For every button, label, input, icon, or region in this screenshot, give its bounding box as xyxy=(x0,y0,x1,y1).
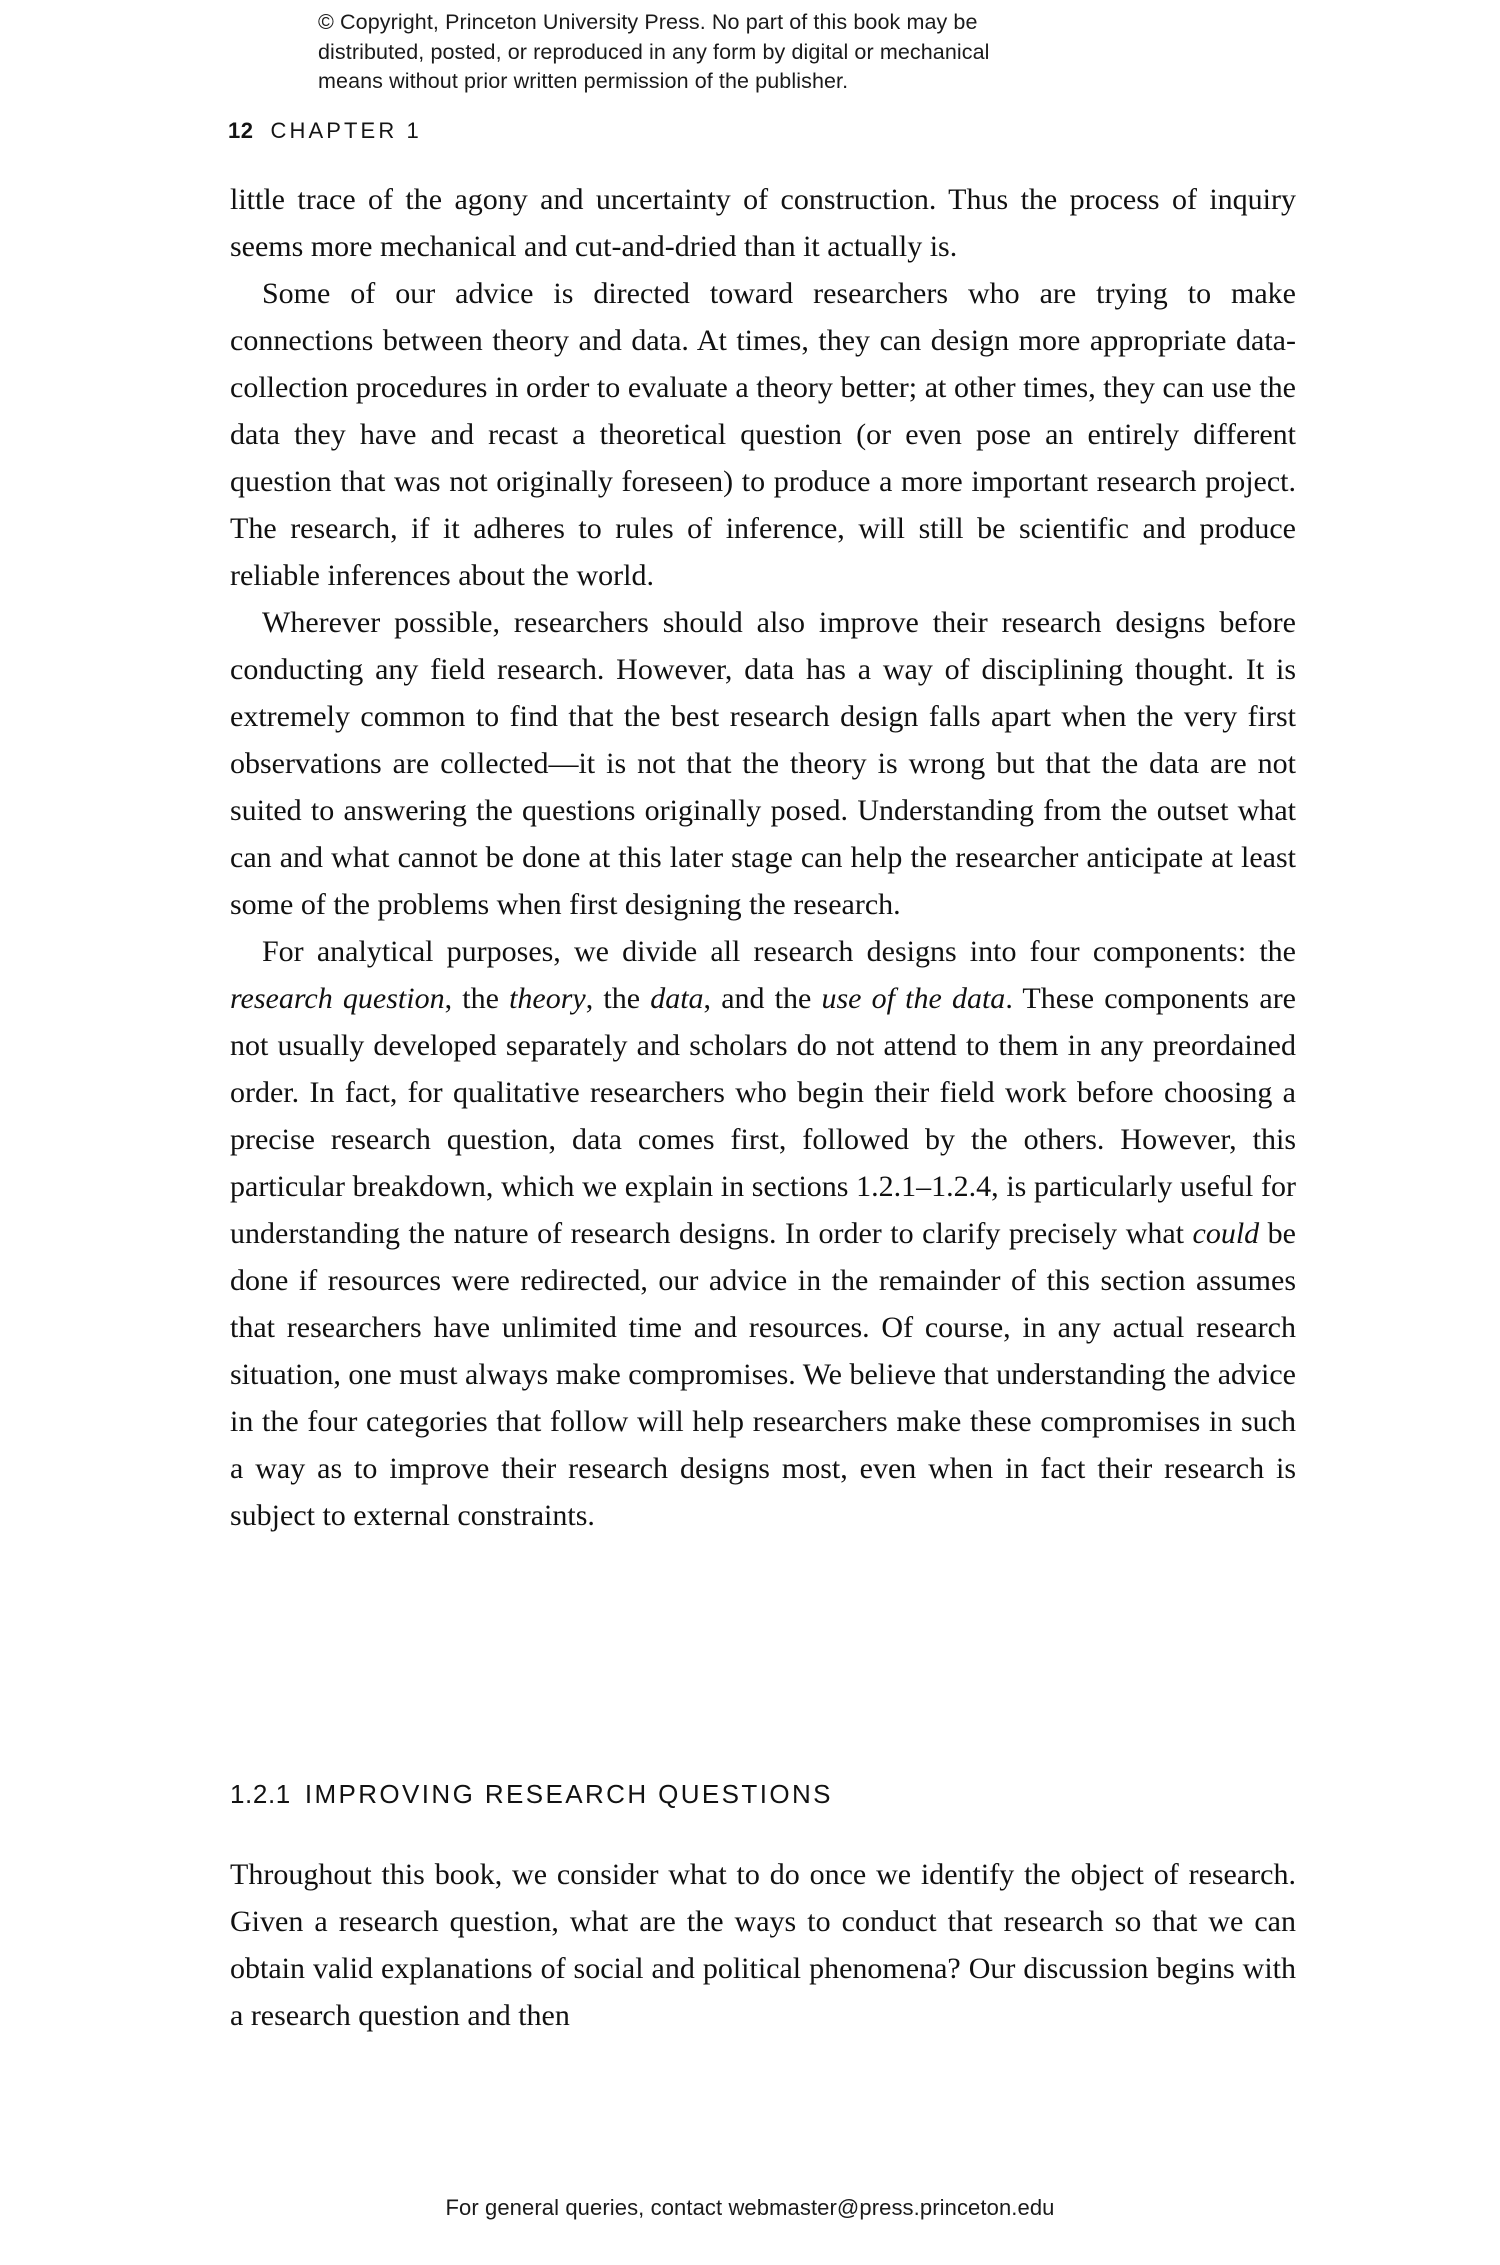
para4-seg-c: , the xyxy=(585,982,651,1015)
para4-seg-f: be done if resources were redirected, our advice in the remainder of this section assumes that researchers have unlimited time and resources. Of course, in any actual research situation, one must always make compromises. We believe that understanding the advice in the four categories that follow will help researchers make these compromises in such a way as to improve their research designs most, even when in fact their research is subject to external constraints. xyxy=(230,1217,1296,1532)
chapter-label: CHAPTER 1 xyxy=(270,118,422,143)
paragraph-improving-questions: Throughout this book, we consider what to do once we identify the object of research. Given a research question, what are the ways to conduct that research so that we can obtain valid explanations of social and political phenomena? Our discussion begins with a research question and then xyxy=(230,1858,1296,2032)
body-text-block xyxy=(230,176,1296,1539)
copyright-line-1: © Copyright, Princeton University Press. No part of this book may be xyxy=(318,10,978,34)
term-theory: theory xyxy=(509,982,586,1015)
section-title: IMPROVING RESEARCH QUESTIONS xyxy=(304,1779,833,1809)
running-head xyxy=(228,118,422,144)
paragraph-continued: little trace of the agony and uncertainty of construction. Thus the process of inquiry seems more mechanical and cut-and-dried than it actually is. xyxy=(230,183,1296,263)
page-number: 12 xyxy=(228,118,254,143)
copyright-line-3: means without prior written permission of the publisher. xyxy=(318,69,849,93)
copyright-line-2: distributed, posted, or reproduced in any form by digital or mechanical xyxy=(318,39,990,64)
section-number: 1.2.1 xyxy=(230,1779,291,1809)
term-data: data xyxy=(650,982,704,1015)
term-use-of-the-data: use of the data xyxy=(821,982,1006,1015)
para4-seg-a: For analytical purposes, we divide all research designs into four components: the xyxy=(262,935,1296,968)
copyright-notice xyxy=(318,8,1198,97)
paragraph-four-components xyxy=(230,928,1296,1539)
section-body-block xyxy=(230,1851,1296,2039)
para4-seg-e: . These components are not usually developed separately and scholars do not attend to them in any preordained order. In fact, for qualitative researchers who begin their field work before choosing a precise research question, data comes first, followed by the others. However, this particular breakdown, which we explain in sections 1.2.1–1.2.4, is particularly useful for understanding the nature of research designs. In order to clarify precisely what xyxy=(230,982,1296,1250)
emphasis-could: could xyxy=(1192,1217,1260,1250)
paragraph-advice: Some of our advice is directed toward researchers who are trying to make connections between theory and data. At times, they can design more appropriate data-collection procedures in order to evaluate a theory better; at other times, they can use the data they have and recast a theoretical question (or even pose an entirely different question that was not originally foreseen) to produce a more important research project. The research, if it adheres to rules of inference, will still be scientific and produce reliable inferences about the world. xyxy=(230,277,1296,592)
paragraph-research-designs: Wherever possible, researchers should also improve their research designs before conducting any field research. However, data has a way of disciplining thought. It is extremely common to find that the best research design falls apart when the very first observations are collected—it is not that the theory is wrong but that the data are not suited to answering the questions originally posed. Understanding from the outset what can and what cannot be done at this later stage can help the researcher anticipate at least some of the problems when first designing the research. xyxy=(230,606,1296,921)
para4-seg-b: , the xyxy=(444,982,510,1015)
section-heading xyxy=(230,1779,833,1810)
footer-contact: For general queries, contact webmaster@press.princeton.edu xyxy=(445,2195,1055,2220)
para4-seg-d: , and the xyxy=(703,982,822,1015)
term-research-question: research question xyxy=(230,982,445,1015)
